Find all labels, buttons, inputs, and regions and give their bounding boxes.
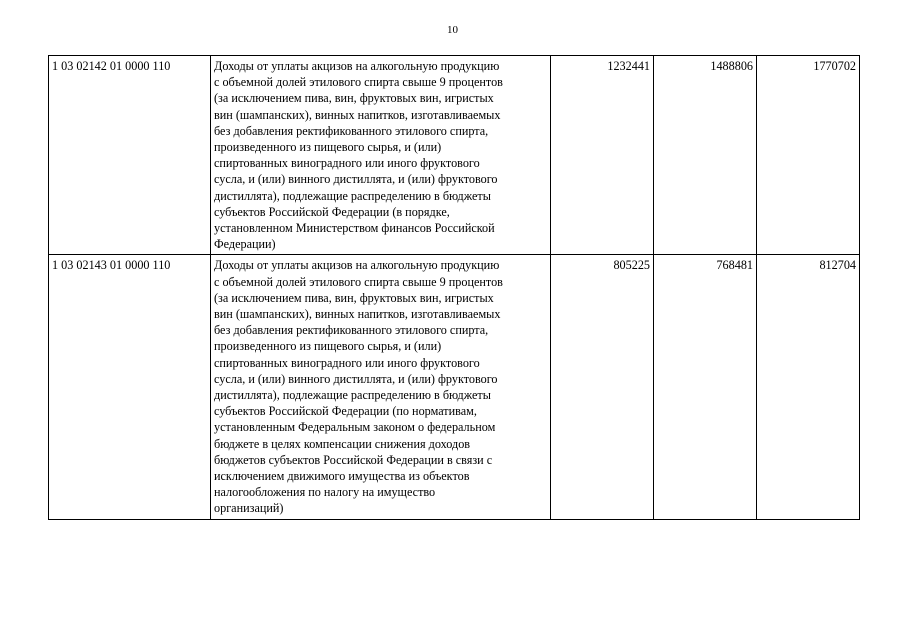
description-line: (за исключением пива, вин, фруктовых вин, игристых <box>214 91 494 106</box>
description-line: произведенного из пищевого сырья, и (или) <box>214 339 442 354</box>
description-line: Федерации) <box>214 237 276 252</box>
description-line: спиртованных виноградного или иного фруктового <box>214 156 480 171</box>
description-line: произведенного из пищевого сырья, и (или) <box>214 140 442 155</box>
description-line: установленным Федеральным законом о федеральном <box>214 420 496 435</box>
description-line: вин (шампанских), винных напитков, изготавливаемых <box>214 107 501 122</box>
description-line: без добавления ректификованного этилового спирта, <box>214 123 489 138</box>
description-line: субъектов Российской Федерации (по нормативам, <box>214 404 477 419</box>
description-line: организаций) <box>214 501 284 516</box>
amount-year-2: 768481 <box>654 255 757 519</box>
revenue-description <box>211 56 551 255</box>
budget-classification-code: 1 03 02142 01 0000 110 <box>49 56 211 255</box>
page-number: 10 <box>447 24 458 36</box>
budget-classification-code: 1 03 02143 01 0000 110 <box>49 255 211 519</box>
description-line: сусла, и (или) винного дистиллята, и (или) фруктового <box>214 371 498 386</box>
revenue-description <box>211 255 551 519</box>
description-line: субъектов Российской Федерации (в порядке, <box>214 204 450 219</box>
table-row <box>49 255 860 519</box>
description-line: вин (шампанских), винных напитков, изготавливаемых <box>214 307 501 322</box>
amount-year-2: 1488806 <box>654 56 757 255</box>
description-line: дистиллята), подлежащие распределению в бюджеты <box>214 388 491 403</box>
amount-year-1: 805225 <box>551 255 654 519</box>
description-line: исключением движимого имущества из объектов <box>214 469 470 484</box>
table-row <box>49 56 860 255</box>
description-line: спиртованных виноградного или иного фруктового <box>214 355 480 370</box>
description-line: сусла, и (или) винного дистиллята, и (или) фруктового <box>214 172 498 187</box>
description-line: бюджетов субъектов Российской Федерации в связи с <box>214 452 493 467</box>
description-line: бюджете в целях компенсации снижения доходов <box>214 436 471 451</box>
description-line: (за исключением пива, вин, фруктовых вин, игристых <box>214 290 494 305</box>
description-line: с объемной долей этилового спирта свыше 9 процентов <box>214 274 503 289</box>
description-line: установленном Министерством финансов Российской <box>214 221 495 236</box>
description-line: Доходы от уплаты акцизов на алкогольную продукцию <box>214 59 500 73</box>
amount-year-3: 1770702 <box>757 56 860 255</box>
description-line: налогообложения по налогу на имущество <box>214 485 436 500</box>
description-line: дистиллята), подлежащие распределению в бюджеты <box>214 188 491 203</box>
amount-year-3: 812704 <box>757 255 860 519</box>
revenue-table <box>48 55 860 520</box>
description-line: Доходы от уплаты акцизов на алкогольную продукцию <box>214 258 500 273</box>
description-line: без добавления ректификованного этилового спирта, <box>214 323 489 338</box>
amount-year-1: 1232441 <box>551 56 654 255</box>
description-line: с объемной долей этилового спирта свыше 9 процентов <box>214 75 503 90</box>
